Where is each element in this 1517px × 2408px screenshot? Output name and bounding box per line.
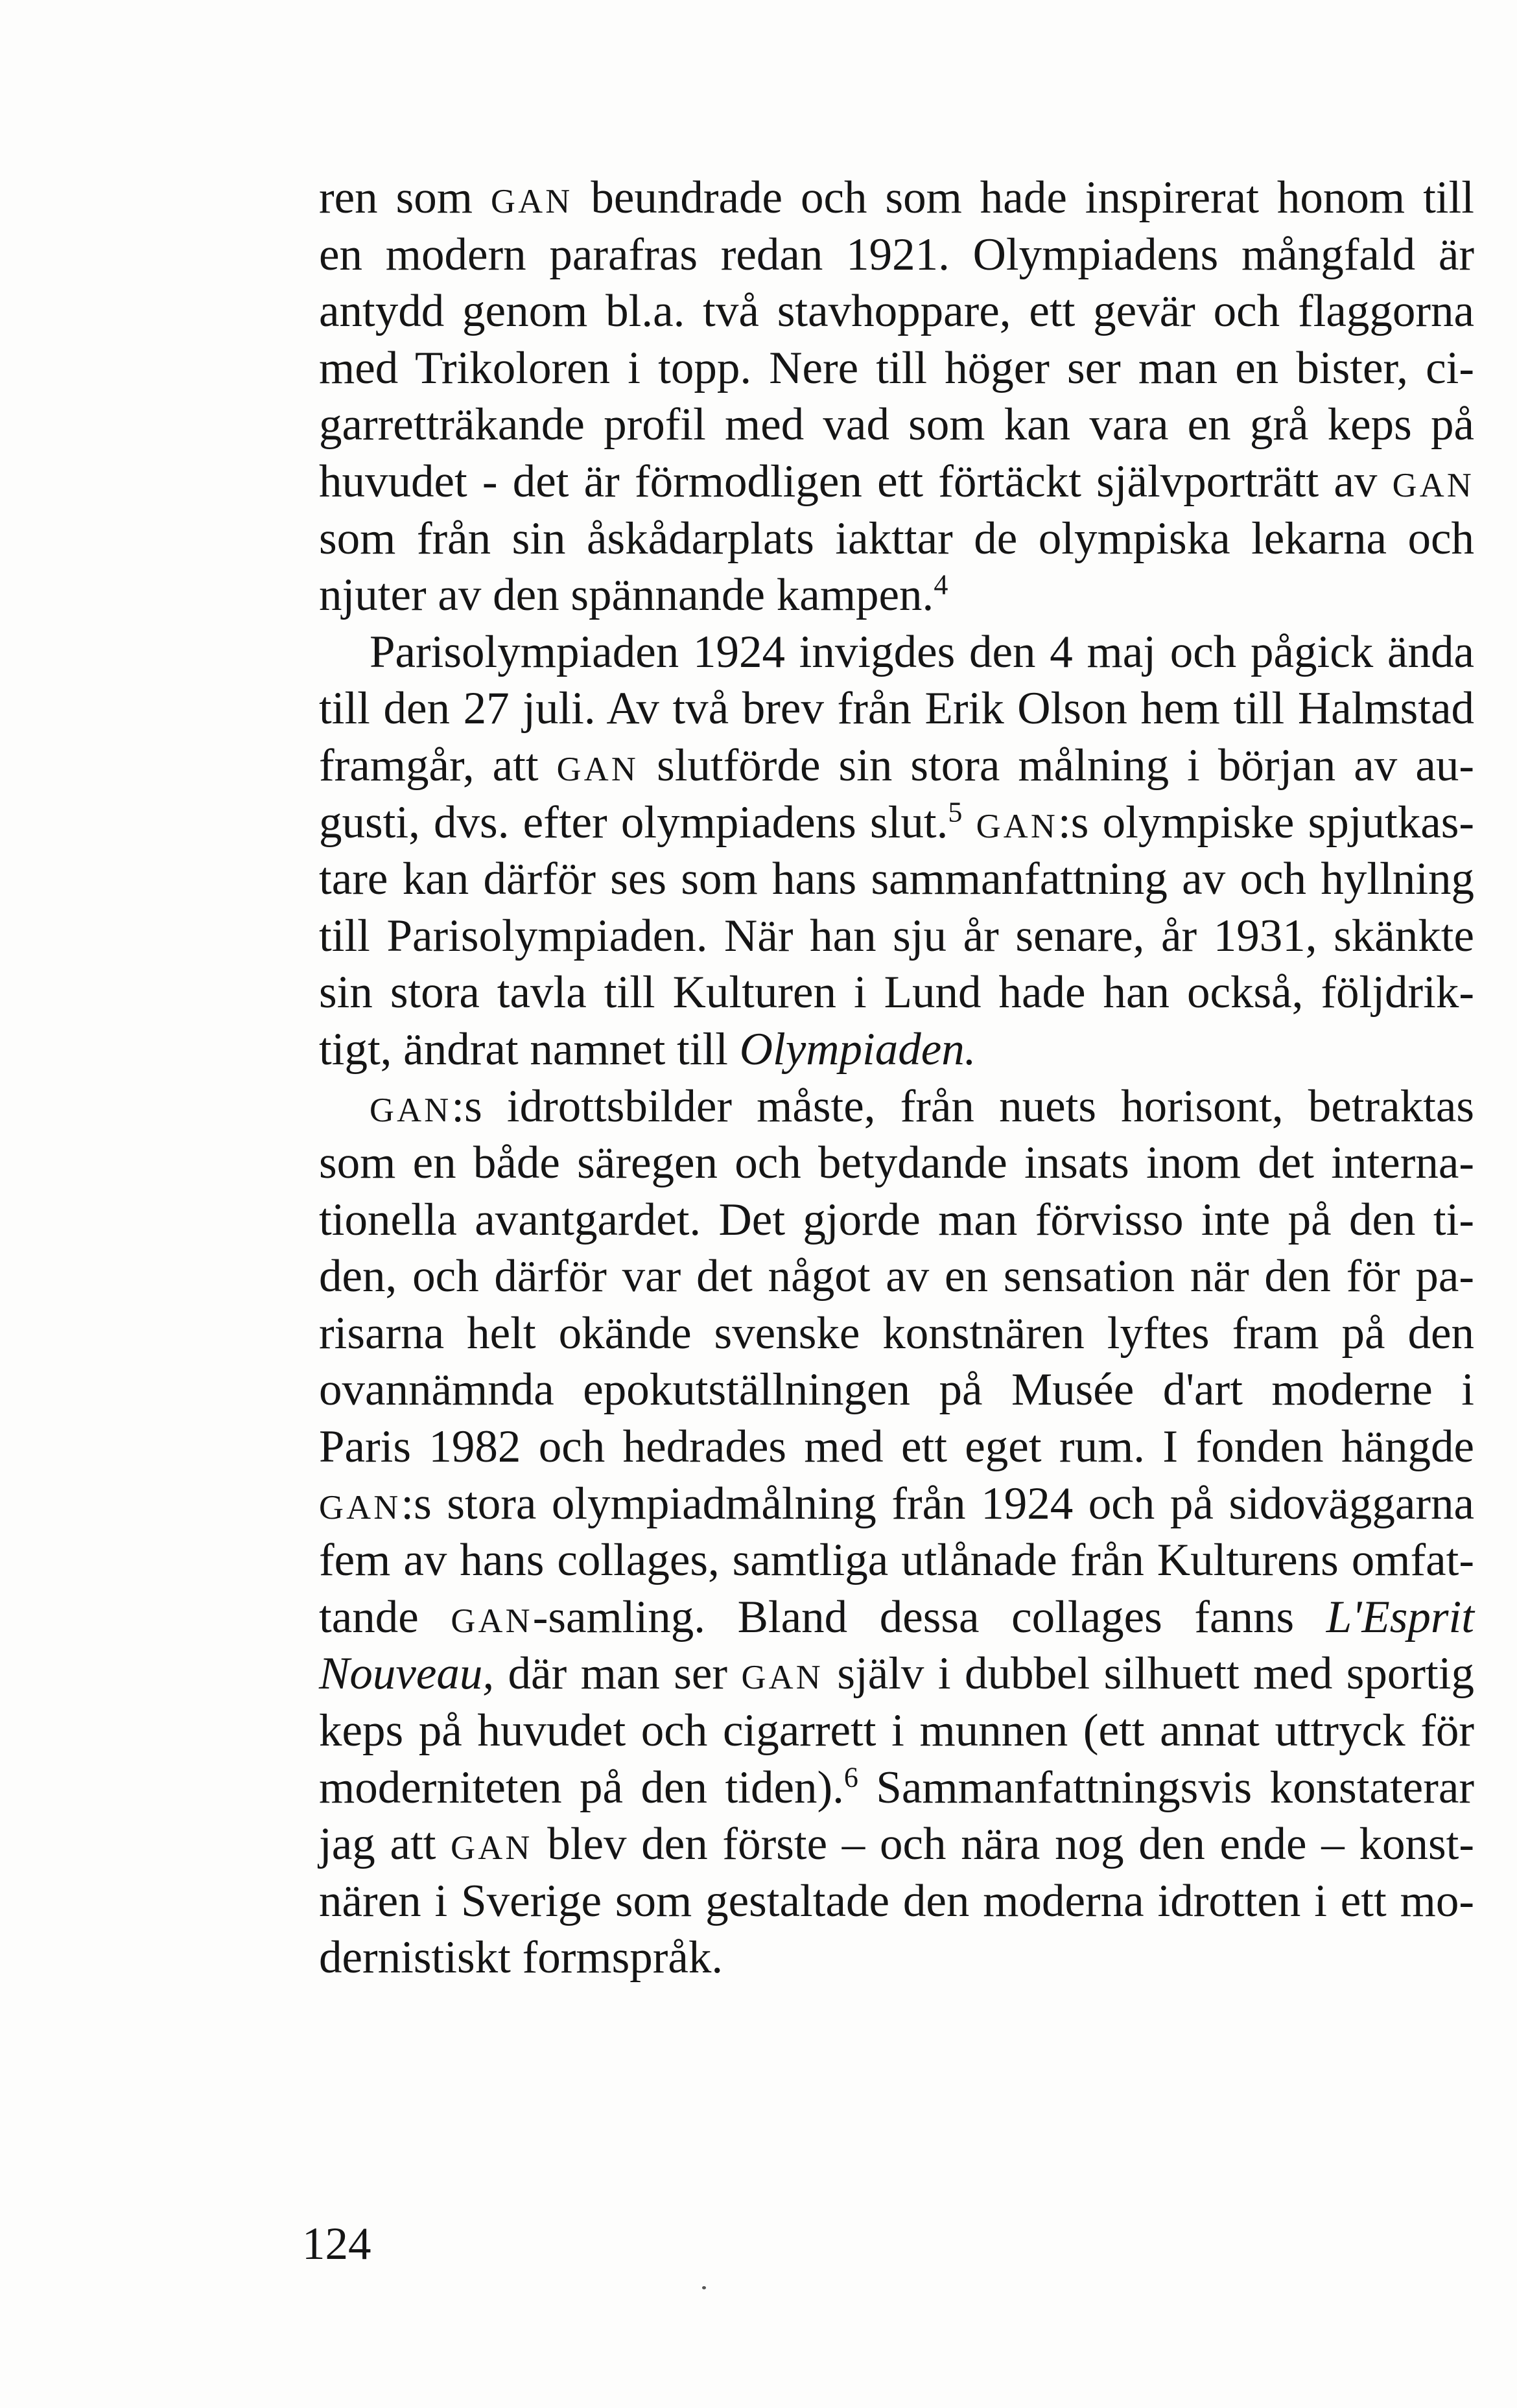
text-line xyxy=(319,1476,1474,1533)
text-run: en modern parafras redan 1921. Olympiadens mångfald är xyxy=(319,229,1474,280)
text-line xyxy=(319,1079,1474,1136)
text-run xyxy=(962,797,976,848)
small-caps-name: GAN xyxy=(976,807,1058,845)
scan-speck xyxy=(702,2286,706,2289)
text-run: som en både säregen och betydande insats inom det interna- xyxy=(319,1138,1474,1189)
text-line xyxy=(319,397,1474,454)
text-line xyxy=(319,1419,1474,1476)
text-run: med Trikoloren i topp. Nere till höger ser man en bister, ci- xyxy=(319,342,1474,393)
italic-title: Olympiaden. xyxy=(739,1023,976,1075)
small-caps-name: GAN xyxy=(490,183,573,220)
text-run: blev den förste – och nära nog den ende – konst- xyxy=(532,1819,1474,1870)
text-line xyxy=(319,851,1474,908)
text-line xyxy=(319,227,1474,284)
small-caps-name: GAN xyxy=(741,1659,823,1697)
footnote-ref: 4 xyxy=(934,568,948,601)
text-line xyxy=(319,1192,1474,1249)
small-caps-name: GAN xyxy=(451,1602,533,1640)
text-run: :s stora olympiadmålning från 1924 och på sidoväggarna xyxy=(401,1478,1474,1529)
text-run: till Parisolympiaden. När han sju år senare, år 1931, skänkte xyxy=(319,910,1474,961)
text-line xyxy=(319,283,1474,340)
text-line xyxy=(319,1760,1474,1817)
italic-title: L'Esprit xyxy=(1326,1591,1474,1642)
paragraph xyxy=(319,624,1474,1079)
text-run: gusti, dvs. efter olympiadens slut. xyxy=(319,797,948,848)
small-caps-name: GAN xyxy=(451,1829,533,1867)
text-run: huvudet - det är förmodligen ett förtäckt självporträtt av xyxy=(319,456,1393,507)
text-run: beundrade och som hade inspirerat honom till xyxy=(572,172,1474,223)
text-line xyxy=(319,567,1474,624)
text-run: antydd genom bl.a. två stavhoppare, ett gevär och flaggorna xyxy=(319,286,1474,337)
text-line xyxy=(319,1135,1474,1192)
small-caps-name: GAN xyxy=(1392,466,1474,504)
text-run: :s idrottsbilder måste, från nuets horisont, betraktas xyxy=(451,1081,1474,1132)
page-number: 124 xyxy=(302,2219,371,2269)
body-text xyxy=(319,170,1474,1987)
italic-title: Nouveau, xyxy=(319,1648,495,1700)
text-line xyxy=(319,1362,1474,1419)
text-run: tigt, ändrat namnet till xyxy=(319,1023,740,1075)
text-run: tande xyxy=(319,1591,451,1642)
text-line xyxy=(319,1930,1474,1987)
text-run: där man ser xyxy=(494,1648,742,1700)
text-line xyxy=(319,1589,1474,1646)
text-line xyxy=(319,1646,1474,1703)
text-run: tare kan därför ses som hans sammanfattning av och hyllning xyxy=(319,854,1474,905)
text-run: ren som xyxy=(319,172,491,223)
text-line xyxy=(319,511,1474,568)
text-run: framgår, att xyxy=(319,740,557,791)
footnote-ref: 6 xyxy=(843,1760,858,1793)
text-line xyxy=(319,1248,1474,1305)
text-run: Parisolympiaden 1924 invigdes den 4 maj och pågick ända xyxy=(370,626,1474,677)
text-line xyxy=(319,964,1474,1022)
text-line xyxy=(319,1305,1474,1362)
text-line xyxy=(319,1022,1474,1079)
paragraph xyxy=(319,1079,1474,1987)
text-line xyxy=(319,681,1474,738)
text-run: keps på huvudet och cigarrett i munnen (ett annat uttryck för xyxy=(319,1705,1474,1757)
text-run: själv i dubbel silhuett med sportig xyxy=(823,1648,1474,1700)
text-run: som från sin åskådarplats iakttar de olympiska lekarna och xyxy=(319,513,1474,564)
text-run: :s olympiske spjutkas- xyxy=(1058,797,1474,848)
text-line xyxy=(319,1873,1474,1930)
small-caps-name: GAN xyxy=(370,1091,452,1129)
text-run: den, och därför var det något av en sensation när den för pa- xyxy=(319,1251,1474,1302)
text-run: Paris 1982 och hedrades med ett eget rum. I fonden hängde xyxy=(319,1421,1474,1473)
text-run: tionella avantgardet. Det gjorde man förvisso inte på den ti- xyxy=(319,1194,1474,1245)
text-line xyxy=(319,908,1474,965)
text-run: njuter av den spännande kampen. xyxy=(319,570,934,621)
text-run: jag att xyxy=(319,1819,451,1870)
paragraph xyxy=(319,170,1474,624)
text-run: Sammanfattningsvis konstaterar xyxy=(858,1762,1474,1813)
text-line xyxy=(319,170,1474,227)
small-caps-name: GAN xyxy=(319,1488,401,1526)
footnote-ref: 5 xyxy=(948,795,963,828)
text-line xyxy=(319,738,1474,795)
text-run: moderniteten på den tiden). xyxy=(319,1762,844,1813)
text-run: fem av hans collages, samtliga utlånade från Kulturens omfat- xyxy=(319,1535,1474,1586)
text-line xyxy=(319,1703,1474,1760)
text-run: slutförde sin stora målning i början av au- xyxy=(639,740,1474,791)
text-line xyxy=(319,340,1474,397)
text-line xyxy=(319,1816,1474,1873)
text-run: risarna helt okände svenske konstnären lyftes fram på den xyxy=(319,1307,1474,1359)
text-run: ovannämnda epokutställningen på Musée d'art moderne i xyxy=(319,1364,1474,1416)
text-line xyxy=(319,795,1474,852)
text-line xyxy=(319,1532,1474,1589)
text-run: nären i Sverige som gestaltade den moderna idrotten i ett mo- xyxy=(319,1875,1474,1926)
text-line xyxy=(319,624,1474,681)
small-caps-name: GAN xyxy=(556,750,639,788)
text-run: garretträkande profil med vad som kan vara en grå keps på xyxy=(319,399,1474,450)
text-run: -samling. Bland dessa collages fanns xyxy=(532,1591,1326,1642)
text-run: dernistiskt formspråk. xyxy=(319,1932,723,1983)
text-run: sin stora tavla till Kulturen i Lund hade han också, följdrik- xyxy=(319,967,1474,1018)
text-line xyxy=(319,454,1474,511)
text-run: till den 27 juli. Av två brev från Erik Olson hem till Halmstad xyxy=(319,683,1474,734)
